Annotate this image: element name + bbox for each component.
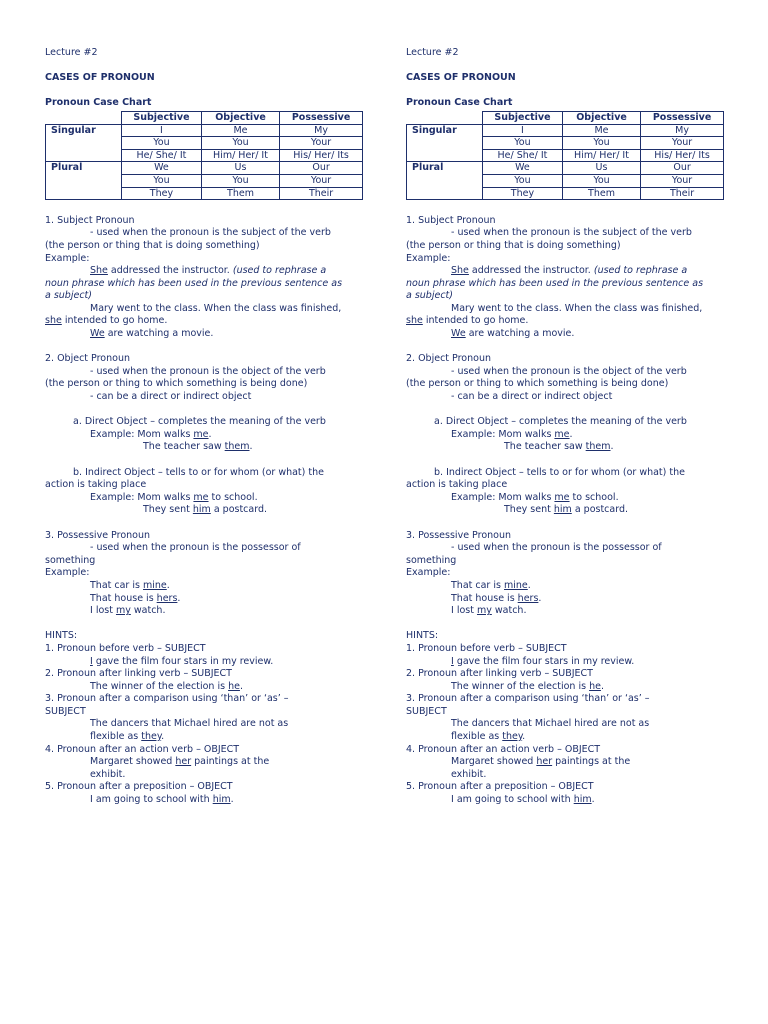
- hint-item: 4. Pronoun after an action verb – OBJECT: [406, 743, 601, 755]
- hints-heading: HINTS:: [406, 630, 439, 642]
- object-def-line: - used when the pronoun is the object of the verb: [90, 365, 326, 377]
- table-cell: Your: [280, 137, 363, 150]
- subject-def-line: - used when the pronoun is the subject of the verb: [90, 227, 331, 239]
- example-label: Example:: [406, 252, 451, 264]
- indirect-object-heading: b. Indirect Object – tells to or for whom (or what) the: [434, 466, 685, 478]
- underlined-pronoun: they: [141, 731, 162, 743]
- object-pronoun-heading: 2. Object Pronoun: [406, 353, 491, 365]
- header-subjective: Subjective: [483, 111, 563, 124]
- indirect-object-heading: action is taking place: [45, 479, 147, 491]
- table-cell: We: [483, 162, 563, 175]
- table-cell: His/ Her/ Its: [280, 149, 363, 162]
- hint-item: 1. Pronoun before verb – SUBJECT: [406, 642, 567, 654]
- possessive-example: I lost my watch.: [90, 605, 166, 617]
- table-cell: He/ She/ It: [122, 149, 202, 162]
- hint-item: 1. Pronoun before verb – SUBJECT: [45, 642, 206, 654]
- group-label-plural: Plural: [46, 162, 122, 200]
- hint-item: 3. Pronoun after a comparison using ‘than’ or ‘as’ –: [45, 693, 289, 705]
- lecture-column-right: [406, 47, 728, 807]
- group-label-singular: Singular: [46, 124, 122, 162]
- table-cell: You: [562, 137, 640, 150]
- object-def-line: - can be a direct or indirect object: [451, 391, 613, 403]
- possessive-def-line: - used when the pronoun is the possessor of: [90, 542, 301, 554]
- group-label-plural: Plural: [407, 162, 483, 200]
- italic-note: (used to rephrase a: [232, 265, 327, 277]
- header-possessive: Possessive: [280, 111, 363, 124]
- object-def-line: - can be a direct or indirect object: [90, 391, 252, 403]
- header-objective: Objective: [201, 111, 279, 124]
- pronoun-case-table: [406, 111, 724, 200]
- chart-title: Pronoun Case Chart: [45, 97, 152, 109]
- table-header-row: [407, 111, 724, 124]
- table-cell: Your: [280, 174, 363, 187]
- table-cell: Us: [562, 162, 640, 175]
- hint-example: Margaret showed her paintings at the: [451, 756, 631, 768]
- hint-example: I am going to school with him.: [451, 794, 595, 806]
- italic-note: noun phrase which has been used in the previous sentence as: [45, 277, 343, 289]
- header-subjective: Subjective: [122, 111, 202, 124]
- underlined-pronoun: hers: [156, 592, 178, 604]
- lecture-label: Lecture #2: [45, 47, 98, 58]
- subject-def-line: (the person or thing that is doing something): [45, 239, 260, 251]
- table-cell: You: [122, 174, 202, 187]
- example-label: Example:: [406, 567, 451, 579]
- subject-example: Mary went to the class. When the class was finished,: [451, 302, 703, 314]
- table-cell: I: [122, 124, 202, 137]
- underlined-pronoun: We: [451, 328, 466, 340]
- table-cell: Me: [201, 124, 279, 137]
- table-cell: He/ She/ It: [483, 149, 563, 162]
- subject-def-line: (the person or thing that is doing something): [406, 239, 621, 251]
- underlined-pronoun: me: [554, 428, 570, 440]
- hint-item: 3. Pronoun after a comparison using ‘than’ or ‘as’ –: [406, 693, 650, 705]
- lecture-column-left: [45, 47, 367, 807]
- table-cell: You: [483, 137, 563, 150]
- indirect-object-heading: action is taking place: [406, 479, 508, 491]
- direct-object-example: Example: Mom walks me.: [451, 428, 573, 440]
- underlined-pronoun: him: [573, 794, 592, 806]
- possessive-example: I lost my watch.: [451, 605, 527, 617]
- subject-pronoun-heading: 1. Subject Pronoun: [45, 214, 135, 226]
- hint-example: The dancers that Michael hired are not as: [90, 718, 289, 730]
- underlined-pronoun: them: [585, 441, 611, 453]
- pronoun-case-table: [45, 111, 363, 200]
- table-row: [46, 124, 363, 137]
- possessive-def-line: something: [406, 554, 457, 566]
- example-label: Example:: [45, 252, 90, 264]
- table-cell: Them: [562, 187, 640, 200]
- underlined-pronoun: he: [228, 680, 240, 692]
- italic-note: (used to rephrase a: [593, 265, 688, 277]
- underlined-pronoun: me: [193, 491, 209, 503]
- underlined-pronoun: me: [193, 428, 209, 440]
- subject-example: We are watching a movie.: [451, 328, 575, 340]
- hint-example: The winner of the election is he.: [451, 680, 604, 692]
- table-cell: Him/ Her/ It: [201, 149, 279, 162]
- subject-example: She addressed the instructor. (used to rephrase a: [451, 265, 688, 277]
- hint-example: flexible as they.: [90, 731, 165, 743]
- table-cell: I: [483, 124, 563, 137]
- lecture-label: Lecture #2: [406, 47, 459, 58]
- possessive-example: That car is mine.: [451, 579, 531, 591]
- object-pronoun-heading: 2. Object Pronoun: [45, 353, 130, 365]
- hint-example: I am going to school with him.: [90, 794, 234, 806]
- subject-def-line: - used when the pronoun is the subject of the verb: [451, 227, 692, 239]
- hint-example: Margaret showed her paintings at the: [90, 756, 270, 768]
- table-cell: Them: [201, 187, 279, 200]
- subject-pronoun-heading: 1. Subject Pronoun: [406, 214, 496, 226]
- table-row: [407, 124, 724, 137]
- table-cell: Him/ Her/ It: [562, 149, 640, 162]
- underlined-pronoun: he: [589, 680, 601, 692]
- hint-item: 4. Pronoun after an action verb – OBJECT: [45, 743, 240, 755]
- possessive-def-line: - used when the pronoun is the possessor of: [451, 542, 662, 554]
- table-cell: They: [483, 187, 563, 200]
- indirect-object-example: Example: Mom walks me to school.: [90, 491, 258, 503]
- italic-note: a subject): [406, 290, 453, 302]
- underlined-pronoun: my: [115, 605, 131, 617]
- hint-item: 2. Pronoun after linking verb – SUBJECT: [45, 668, 232, 680]
- underlined-pronoun: her: [536, 756, 553, 768]
- indirect-object-example: They sent him a postcard.: [143, 504, 268, 516]
- object-def-line: (the person or thing to which something is being done): [45, 378, 308, 390]
- table-cell: Our: [641, 162, 724, 175]
- subject-example: Mary went to the class. When the class was finished,: [90, 302, 342, 314]
- subject-example: she intended to go home.: [406, 315, 529, 327]
- subject-example: We are watching a movie.: [90, 328, 214, 340]
- underlined-pronoun: me: [554, 491, 570, 503]
- hint-item: SUBJECT: [406, 705, 447, 717]
- hint-item: 5. Pronoun after a preposition – OBJECT: [45, 781, 233, 793]
- page-title: CASES OF PRONOUN: [406, 72, 516, 84]
- underlined-pronoun: my: [476, 605, 492, 617]
- table-cell: We: [122, 162, 202, 175]
- underlined-pronoun: she: [406, 315, 423, 327]
- table-row: [46, 162, 363, 175]
- underlined-pronoun: him: [212, 794, 231, 806]
- object-def-line: - used when the pronoun is the object of the verb: [451, 365, 687, 377]
- example-label: Example:: [45, 567, 90, 579]
- table-cell: My: [280, 124, 363, 137]
- table-cell: Me: [562, 124, 640, 137]
- group-label-singular: Singular: [407, 124, 483, 162]
- underlined-pronoun: mine: [503, 579, 528, 591]
- underlined-pronoun: She: [90, 265, 108, 277]
- table-cell: They: [122, 187, 202, 200]
- table-cell: You: [483, 174, 563, 187]
- hint-example: I gave the film four stars in my review.: [90, 655, 274, 667]
- direct-object-example: The teacher saw them.: [143, 441, 253, 453]
- underlined-pronoun: her: [175, 756, 192, 768]
- header-possessive: Possessive: [641, 111, 724, 124]
- table-cell: You: [122, 137, 202, 150]
- table-cell: You: [201, 174, 279, 187]
- table-header-row: [46, 111, 363, 124]
- hint-item: SUBJECT: [45, 705, 86, 717]
- hint-example: The dancers that Michael hired are not as: [451, 718, 650, 730]
- table-cell: His/ Her/ Its: [641, 149, 724, 162]
- possessive-def-line: something: [45, 554, 96, 566]
- underlined-pronoun: mine: [142, 579, 167, 591]
- hint-example: exhibit.: [90, 768, 126, 780]
- table-cell: Our: [280, 162, 363, 175]
- hint-item: 2. Pronoun after linking verb – SUBJECT: [406, 668, 593, 680]
- subject-example: She addressed the instructor. (used to rephrase a: [90, 265, 327, 277]
- underlined-pronoun: She: [451, 265, 469, 277]
- table-cell: You: [201, 137, 279, 150]
- underlined-pronoun: they: [502, 731, 523, 743]
- subject-example: she intended to go home.: [45, 315, 168, 327]
- hint-example: exhibit.: [451, 768, 487, 780]
- table-cell: Their: [641, 187, 724, 200]
- direct-object-heading: a. Direct Object – completes the meaning of the verb: [73, 416, 326, 428]
- object-def-line: (the person or thing to which something is being done): [406, 378, 669, 390]
- table-cell: My: [641, 124, 724, 137]
- indirect-object-heading: b. Indirect Object – tells to or for whom (or what) the: [73, 466, 324, 478]
- possessive-pronoun-heading: 3. Possessive Pronoun: [406, 529, 512, 541]
- hints-heading: HINTS:: [45, 630, 78, 642]
- hint-example: The winner of the election is he.: [90, 680, 243, 692]
- possessive-example: That house is hers.: [451, 592, 542, 604]
- underlined-pronoun: I: [451, 655, 454, 667]
- possessive-example: That house is hers.: [90, 592, 181, 604]
- table-row: [407, 162, 724, 175]
- table-cell: Us: [201, 162, 279, 175]
- italic-note: noun phrase which has been used in the previous sentence as: [406, 277, 704, 289]
- chart-title: Pronoun Case Chart: [406, 97, 513, 109]
- direct-object-example: Example: Mom walks me.: [90, 428, 212, 440]
- underlined-pronoun: I: [90, 655, 93, 667]
- direct-object-example: The teacher saw them.: [504, 441, 614, 453]
- page-title: CASES OF PRONOUN: [45, 72, 155, 84]
- underlined-pronoun: she: [45, 315, 62, 327]
- direct-object-heading: a. Direct Object – completes the meaning of the verb: [434, 416, 687, 428]
- underlined-pronoun: him: [553, 504, 572, 516]
- underlined-pronoun: them: [224, 441, 250, 453]
- table-cell: Your: [641, 174, 724, 187]
- underlined-pronoun: We: [90, 328, 105, 340]
- underlined-pronoun: him: [192, 504, 211, 516]
- possessive-pronoun-heading: 3. Possessive Pronoun: [45, 529, 151, 541]
- indirect-object-example: Example: Mom walks me to school.: [451, 491, 619, 503]
- possessive-example: That car is mine.: [90, 579, 170, 591]
- table-cell: Their: [280, 187, 363, 200]
- italic-note: a subject): [45, 290, 92, 302]
- table-cell: Your: [641, 137, 724, 150]
- table-cell: You: [562, 174, 640, 187]
- indirect-object-example: They sent him a postcard.: [504, 504, 629, 516]
- hint-example: flexible as they.: [451, 731, 526, 743]
- hint-example: I gave the film four stars in my review.: [451, 655, 635, 667]
- underlined-pronoun: hers: [517, 592, 539, 604]
- hint-item: 5. Pronoun after a preposition – OBJECT: [406, 781, 594, 793]
- header-objective: Objective: [562, 111, 640, 124]
